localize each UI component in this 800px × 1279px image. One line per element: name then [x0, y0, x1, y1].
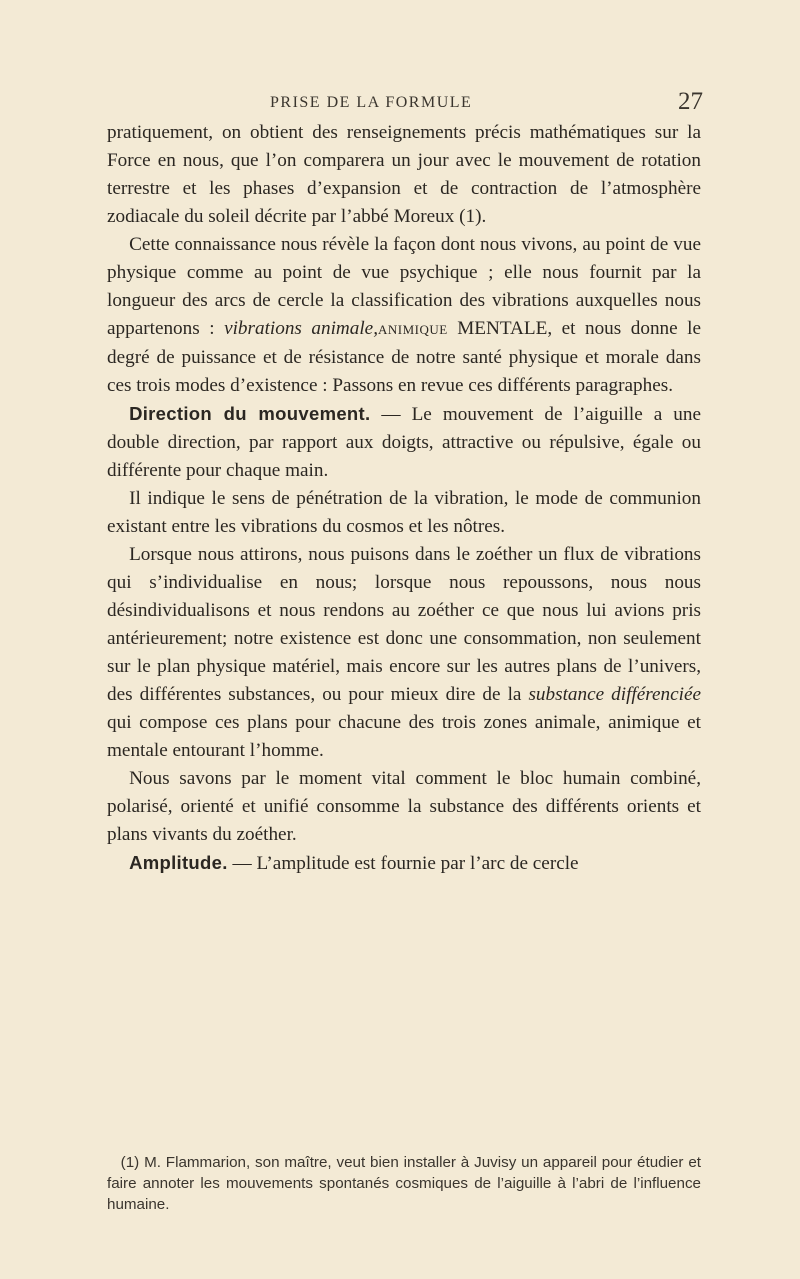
- footnote-1: (1) M. Flammarion, son maître, veut bien installer à Juvisy un appareil pour étudier et faire annoter les mouvements spontanés cosmiques de l’aiguille à l’abri de l’influence humaine.: [107, 1154, 701, 1213]
- body-text: [107, 119, 701, 878]
- paragraph-5-italic: substance différenciée: [528, 684, 701, 705]
- section-title-direction: Direction du mouvement.: [129, 403, 371, 424]
- running-title: PRISE DE LA FORMULE: [270, 94, 473, 111]
- paragraph-6: Nous savons par le moment vital comment le bloc humain combiné, polarisé, orienté et unifié consomme la substance des différents orients et plans vivants du zoéther.: [107, 768, 701, 845]
- paragraph-2: [107, 231, 701, 400]
- paragraph-2-text-end: MENTALE, et nous donne le degré de puissance et de résistance de notre santé physique et morale dans ces trois modes d’existence : Passons en revue ces différents paragraphes.: [107, 318, 701, 396]
- paragraph-2-text: Cette connaissance nous révèle la façon dont nous vivons, au point de vue physique comme au point de vue psychique ; elle nous fournit par la longueur des arcs de cercle la classification des vibrations auxquelles nous appartenons :: [107, 234, 701, 339]
- section-text-amplitude: — L’amplitude est fournie par l’arc de cercle: [227, 853, 579, 874]
- footnotes: [107, 1152, 701, 1215]
- paragraph-amplitude: [107, 849, 701, 878]
- paragraph-5-text: Lorsque nous attirons, nous puisons dans le zoéther un flux de vibrations qui s’individualise en nous; lorsque nous repoussons, nous nous désindividualisons et nous rendons au zoéther ce que nous lui avions pris antérieurement; notre existence est donc une consommation, non seulement sur le plan physique matériel, mais encore sur les autres plans de l’univers, des différentes substances, ou pour mieux dire de la: [107, 544, 701, 705]
- paragraph-5: [107, 541, 701, 765]
- section-title-amplitude: Amplitude.: [129, 852, 228, 873]
- paragraph-2-smallcaps: ANIMIQUE: [378, 322, 448, 337]
- paragraph-5-text-end: qui compose ces plans pour chacune des trois zones animale, animique et mentale entourant l’homme.: [107, 712, 701, 761]
- page-number: 27: [678, 88, 703, 115]
- paragraph-4: Il indique le sens de pénétration de la vibration, le mode de communion existant entre les vibrations du cosmos et les nôtres.: [107, 488, 701, 537]
- paragraph-1: pratiquement, on obtient des renseignements précis mathématiques sur la Force en nous, que l’on comparera un jour avec le mouvement de rotation terrestre et les phases d’expansion et de contraction de l’atmosphère zodiacale du soleil décrite par l’abbé Moreux (1).: [107, 122, 701, 227]
- paragraph-direction: [107, 400, 701, 485]
- section-text-direction: — Le mouvement de l’aiguille a une double direction, par rapport aux doigts, attractive ou répulsive, égale ou différente pour chaque main.: [107, 404, 701, 481]
- paragraph-2-italic: vibrations animale,: [224, 318, 378, 339]
- running-head: [0, 90, 800, 120]
